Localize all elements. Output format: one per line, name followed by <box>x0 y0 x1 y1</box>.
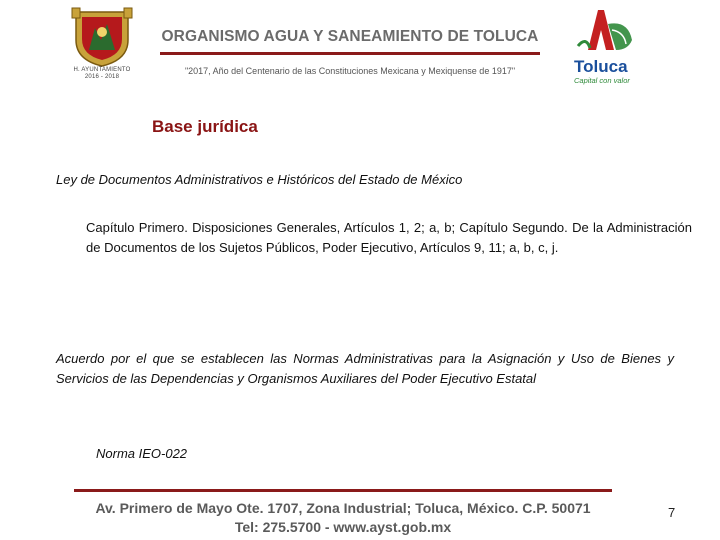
logo-wordmark: Toluca <box>574 57 628 76</box>
agreement-title: Acuerdo por el que se establecen las Normas Administrativas para la Asignación y Uso de Bienes y Servicios de las Dependencias y Organismos Auxiliares del Poder Ejecutivo Estatal <box>56 351 674 386</box>
seal-caption-line2: 2016 - 2018 <box>84 74 120 80</box>
norm-label: Norma IEO-022 <box>96 446 188 461</box>
seal-caption <box>66 67 138 81</box>
logo-tagline: Capital con valor <box>574 76 630 85</box>
seal-caption-line1: H. AYUNTAMIENTO <box>73 67 131 73</box>
footer-contact: Tel: 275.5700 - www.ayst.gob.mx <box>234 519 452 535</box>
law-title: Ley de Documentos Administrativos e Históricos del Estado de México <box>56 172 463 187</box>
page-number: 7 <box>668 505 676 520</box>
law-detail-paragraph: Capítulo Primero. Disposiciones Generales, Artículos 1, 2; a, b; Capítulo Segundo. De la Administración de Documentos de los Sujetos Públicos, Poder Ejecutivo, Artículos 9, 11; a, b, c, j. <box>86 220 692 255</box>
footer-address: Av. Primero de Mayo Ote. 1707, Zona Industrial; Toluca, México. C.P. 50071 <box>95 500 591 516</box>
organization-title: ORGANISMO AGUA Y SANEAMIENTO DE TOLUCA <box>161 28 539 45</box>
header-divider <box>160 52 540 55</box>
section-title: Base jurídica <box>152 117 258 136</box>
header-motto: "2017, Año del Centenario de las Constituciones Mexicana y Mexiquense de 1917" <box>184 66 516 76</box>
footer-divider <box>74 489 612 492</box>
toluca-capital-logo <box>568 6 640 96</box>
